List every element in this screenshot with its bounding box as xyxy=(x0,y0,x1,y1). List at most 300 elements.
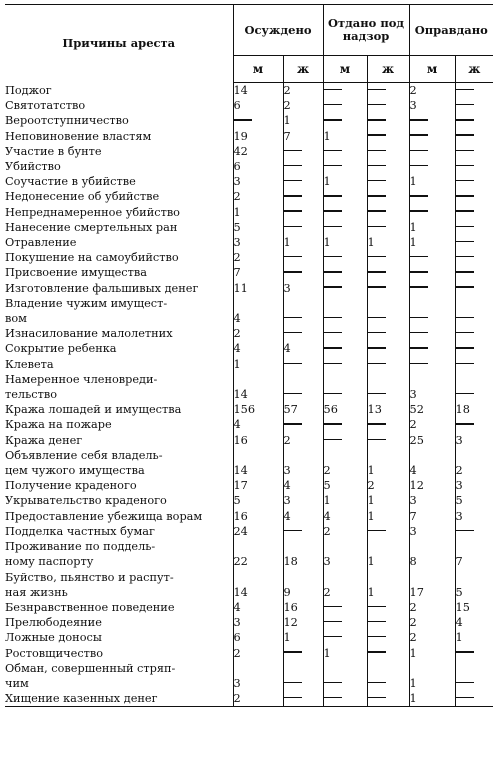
count-cell-acquitted-female xyxy=(455,417,493,432)
count-cell-acquitted-male: 3 xyxy=(409,372,455,402)
arrest-reason-cell: Объявление себя владель- цем чужого имущества xyxy=(5,448,163,478)
count-cell-acquitted-male xyxy=(409,159,455,174)
empty-value-dash xyxy=(368,180,386,181)
count-cell-convicted-female xyxy=(283,265,323,280)
count-cell-supervision-female xyxy=(367,661,409,691)
table-row xyxy=(5,630,493,645)
arrest-reason-cell: Присвоение имущества xyxy=(5,266,147,280)
empty-value-dash xyxy=(368,423,386,424)
count-cell-supervision-female xyxy=(367,433,409,448)
count-cell-convicted-male: 6 xyxy=(233,159,283,174)
count-cell-supervision-female xyxy=(367,281,409,296)
empty-value-dash xyxy=(410,317,428,318)
count-cell-acquitted-female xyxy=(455,296,493,326)
count-cell-acquitted-male xyxy=(409,250,455,265)
empty-value-dash xyxy=(368,134,386,135)
count-cell-supervision-male: 2 xyxy=(323,570,367,600)
arrest-reason-cell: Предоставление убежища ворам xyxy=(5,509,203,523)
count-cell-convicted-male: 22 xyxy=(233,539,283,569)
count-cell-convicted-male: 2 xyxy=(233,646,283,661)
empty-value-dash xyxy=(368,286,386,287)
arrest-reason-cell: Кража на пожаре xyxy=(5,418,112,432)
count-cell-acquitted-male: 3 xyxy=(409,98,455,113)
reason-column-header: Причины ареста xyxy=(62,36,176,51)
arrest-reason-cell: Неповиновение властям xyxy=(5,129,152,143)
count-cell-supervision-female: 1 xyxy=(367,509,409,524)
empty-value-dash xyxy=(456,195,474,196)
table-row xyxy=(5,600,493,615)
count-cell-acquitted-male: 1 xyxy=(409,220,455,235)
table-row xyxy=(5,83,493,99)
count-cell-convicted-female: 2 xyxy=(283,83,323,99)
count-cell-convicted-male xyxy=(233,113,283,128)
count-cell-supervision-male xyxy=(323,341,367,356)
empty-value-dash xyxy=(410,256,428,257)
empty-value-dash xyxy=(284,530,302,531)
table-row xyxy=(5,433,493,448)
empty-value-dash xyxy=(324,89,342,90)
count-cell-convicted-male: 4 xyxy=(233,341,283,356)
arrest-reason-cell: Кража денег xyxy=(5,433,83,447)
count-cell-convicted-male: 2 xyxy=(233,189,283,204)
count-cell-supervision-male xyxy=(323,630,367,645)
count-cell-supervision-male: 56 xyxy=(323,402,367,417)
count-cell-supervision-male: 2 xyxy=(323,448,367,478)
sex-header-female: ж xyxy=(283,56,323,83)
count-cell-acquitted-female: 7 xyxy=(455,539,493,569)
empty-value-dash xyxy=(456,286,474,287)
empty-value-dash xyxy=(284,317,302,318)
empty-value-dash xyxy=(324,165,342,166)
arrest-reason-cell: Изнасилование малолетних xyxy=(5,327,173,341)
table-row xyxy=(5,402,493,417)
count-cell-supervision-male xyxy=(323,144,367,159)
count-cell-convicted-female: 12 xyxy=(283,615,323,630)
empty-value-dash xyxy=(368,119,386,120)
sex-header-male: м xyxy=(409,56,455,83)
empty-value-dash xyxy=(324,150,342,151)
empty-value-dash xyxy=(324,195,342,196)
count-cell-acquitted-female xyxy=(455,372,493,402)
count-cell-supervision-male xyxy=(323,159,367,174)
count-cell-acquitted-male: 52 xyxy=(409,402,455,417)
table-row xyxy=(5,174,493,189)
count-cell-acquitted-female: 5 xyxy=(455,570,493,600)
count-cell-supervision-female xyxy=(367,357,409,372)
empty-value-dash xyxy=(410,195,428,196)
empty-value-dash xyxy=(284,180,302,181)
count-cell-supervision-male xyxy=(323,281,367,296)
count-cell-acquitted-male: 8 xyxy=(409,539,455,569)
table-row xyxy=(5,372,493,402)
count-cell-supervision-female xyxy=(367,220,409,235)
arrest-reason-cell: Ростовщичество xyxy=(5,646,104,660)
empty-value-dash xyxy=(368,697,386,698)
empty-value-dash xyxy=(410,150,428,151)
count-cell-acquitted-female: 18 xyxy=(455,402,493,417)
count-cell-acquitted-male xyxy=(409,129,455,144)
count-cell-acquitted-female xyxy=(455,159,493,174)
count-cell-supervision-male: 3 xyxy=(323,539,367,569)
count-cell-convicted-female xyxy=(283,524,323,539)
empty-value-dash xyxy=(324,439,342,440)
count-cell-acquitted-male: 1 xyxy=(409,661,455,691)
count-cell-convicted-female xyxy=(283,174,323,189)
empty-value-dash xyxy=(456,89,474,90)
count-cell-supervision-female xyxy=(367,174,409,189)
count-cell-acquitted-male xyxy=(409,326,455,341)
table-row xyxy=(5,661,493,691)
table-row xyxy=(5,570,493,600)
empty-value-dash xyxy=(324,423,342,424)
count-cell-supervision-male xyxy=(323,296,367,326)
count-cell-supervision-female: 1 xyxy=(367,539,409,569)
table-row xyxy=(5,524,493,539)
count-cell-supervision-female xyxy=(367,189,409,204)
count-cell-supervision-male xyxy=(323,220,367,235)
empty-value-dash xyxy=(368,195,386,196)
count-cell-supervision-male: 1 xyxy=(323,129,367,144)
table-row xyxy=(5,691,493,707)
empty-value-dash xyxy=(368,363,386,364)
empty-value-dash xyxy=(368,256,386,257)
count-cell-supervision-female xyxy=(367,524,409,539)
count-cell-acquitted-male: 1 xyxy=(409,646,455,661)
empty-value-dash xyxy=(410,134,428,135)
count-cell-acquitted-male xyxy=(409,113,455,128)
table-row xyxy=(5,220,493,235)
empty-value-dash xyxy=(456,393,474,394)
empty-value-dash xyxy=(284,165,302,166)
count-cell-acquitted-female: 15 xyxy=(455,600,493,615)
count-cell-supervision-female xyxy=(367,129,409,144)
table-row xyxy=(5,250,493,265)
count-cell-supervision-female xyxy=(367,250,409,265)
count-cell-convicted-male: 5 xyxy=(233,493,283,508)
count-cell-acquitted-male: 4 xyxy=(409,448,455,478)
empty-value-dash xyxy=(456,271,474,272)
count-cell-convicted-female xyxy=(283,357,323,372)
table-row xyxy=(5,493,493,508)
count-cell-convicted-female xyxy=(283,661,323,691)
count-cell-convicted-male: 4 xyxy=(233,296,283,326)
count-cell-convicted-male: 2 xyxy=(233,691,283,707)
empty-value-dash xyxy=(368,651,386,652)
empty-value-dash xyxy=(456,180,474,181)
count-cell-convicted-male: 14 xyxy=(233,372,283,402)
count-cell-acquitted-female xyxy=(455,189,493,204)
arrest-reason-cell: Непреднамеренное убийство xyxy=(5,205,180,219)
table-row xyxy=(5,205,493,220)
count-cell-convicted-female: 3 xyxy=(283,448,323,478)
table-header xyxy=(5,5,493,83)
count-cell-convicted-male: 1 xyxy=(233,205,283,220)
count-cell-supervision-female xyxy=(367,615,409,630)
table-row xyxy=(5,144,493,159)
count-cell-acquitted-male: 1 xyxy=(409,174,455,189)
count-cell-convicted-female xyxy=(283,691,323,707)
count-cell-acquitted-male: 2 xyxy=(409,83,455,99)
empty-value-dash xyxy=(324,606,342,607)
count-cell-convicted-female: 9 xyxy=(283,570,323,600)
empty-value-dash xyxy=(456,256,474,257)
count-cell-acquitted-male: 2 xyxy=(409,630,455,645)
count-cell-acquitted-female xyxy=(455,205,493,220)
count-cell-convicted-male: 3 xyxy=(233,661,283,691)
count-cell-convicted-female xyxy=(283,250,323,265)
count-cell-convicted-male: 11 xyxy=(233,281,283,296)
count-cell-convicted-male: 42 xyxy=(233,144,283,159)
empty-value-dash xyxy=(456,332,474,333)
count-cell-acquitted-male: 12 xyxy=(409,478,455,493)
count-cell-supervision-female: 2 xyxy=(367,478,409,493)
table-row xyxy=(5,478,493,493)
empty-value-dash xyxy=(284,195,302,196)
arrest-reason-cell: Получение краденого xyxy=(5,479,137,493)
count-cell-supervision-female: 13 xyxy=(367,402,409,417)
empty-value-dash xyxy=(284,682,302,683)
empty-value-dash xyxy=(368,150,386,151)
empty-value-dash xyxy=(284,256,302,257)
count-cell-convicted-female xyxy=(283,159,323,174)
arrest-reason-cell: Укрывательство краденого xyxy=(5,494,167,508)
count-cell-supervision-female xyxy=(367,144,409,159)
empty-value-dash xyxy=(284,210,302,211)
arrest-reason-cell: Клевета xyxy=(5,357,54,371)
count-cell-supervision-male xyxy=(323,326,367,341)
count-cell-acquitted-female xyxy=(455,341,493,356)
count-cell-supervision-male: 1 xyxy=(323,235,367,250)
count-cell-convicted-male: 1 xyxy=(233,357,283,372)
empty-value-dash xyxy=(456,119,474,120)
count-cell-acquitted-male: 3 xyxy=(409,493,455,508)
arrest-reason-cell: Покушение на самоубийство xyxy=(5,251,179,265)
count-cell-supervision-female xyxy=(367,205,409,220)
table-body xyxy=(5,83,493,707)
arrest-reason-cell: Недонесение об убийстве xyxy=(5,190,160,204)
empty-value-dash xyxy=(456,134,474,135)
empty-value-dash xyxy=(410,363,428,364)
empty-value-dash xyxy=(410,332,428,333)
count-cell-convicted-male: 24 xyxy=(233,524,283,539)
arrest-reason-cell: Буйство, пьянство и распут- ная жизнь xyxy=(5,570,174,599)
arrest-reason-cell: Намеренное членовреди- тельство xyxy=(5,372,158,402)
count-cell-supervision-female: 1 xyxy=(367,235,409,250)
table-row xyxy=(5,357,493,372)
count-cell-acquitted-female xyxy=(455,174,493,189)
empty-value-dash xyxy=(368,210,386,211)
count-cell-acquitted-female xyxy=(455,144,493,159)
count-cell-convicted-male: 14 xyxy=(233,448,283,478)
count-cell-acquitted-male xyxy=(409,357,455,372)
empty-value-dash xyxy=(368,332,386,333)
empty-value-dash xyxy=(284,651,302,652)
count-cell-convicted-female: 16 xyxy=(283,600,323,615)
empty-value-dash xyxy=(284,150,302,151)
table-row xyxy=(5,615,493,630)
table-row xyxy=(5,159,493,174)
count-cell-acquitted-male: 1 xyxy=(409,235,455,250)
count-cell-convicted-male: 5 xyxy=(233,220,283,235)
empty-value-dash xyxy=(324,271,342,272)
count-cell-supervision-male xyxy=(323,250,367,265)
count-cell-convicted-female xyxy=(283,144,323,159)
count-cell-supervision-female xyxy=(367,159,409,174)
table-row xyxy=(5,448,493,478)
sex-header-female: ж xyxy=(367,56,409,83)
count-cell-acquitted-male: 25 xyxy=(409,433,455,448)
empty-value-dash xyxy=(324,286,342,287)
empty-value-dash xyxy=(410,286,428,287)
empty-value-dash xyxy=(368,317,386,318)
count-cell-convicted-male: 156 xyxy=(233,402,283,417)
count-cell-convicted-female: 1 xyxy=(283,630,323,645)
empty-value-dash xyxy=(410,271,428,272)
arrest-reason-cell: Кража лошадей и имущества xyxy=(5,403,182,417)
empty-value-dash xyxy=(284,271,302,272)
arrest-reason-cell: Подделка частных бумаг xyxy=(5,524,155,538)
empty-value-dash xyxy=(324,317,342,318)
empty-value-dash xyxy=(284,423,302,424)
count-cell-convicted-female: 3 xyxy=(283,493,323,508)
count-cell-convicted-female: 57 xyxy=(283,402,323,417)
count-cell-acquitted-female xyxy=(455,357,493,372)
count-cell-acquitted-female: 1 xyxy=(455,630,493,645)
table-row xyxy=(5,129,493,144)
count-cell-acquitted-male xyxy=(409,144,455,159)
empty-value-dash xyxy=(368,89,386,90)
empty-value-dash xyxy=(456,165,474,166)
table-row xyxy=(5,189,493,204)
arrest-reason-cell: Нанесение смертельных ран xyxy=(5,220,178,234)
count-cell-supervision-male xyxy=(323,372,367,402)
count-cell-convicted-male: 3 xyxy=(233,174,283,189)
count-cell-supervision-male: 4 xyxy=(323,509,367,524)
empty-value-dash xyxy=(284,332,302,333)
arrest-reason-cell: Обман, совершенный стряп- чим xyxy=(5,661,176,690)
count-cell-supervision-male: 1 xyxy=(323,174,367,189)
count-cell-convicted-male: 3 xyxy=(233,615,283,630)
count-cell-supervision-female xyxy=(367,341,409,356)
count-cell-convicted-female: 3 xyxy=(283,281,323,296)
table-row xyxy=(5,265,493,280)
count-cell-supervision-female: 1 xyxy=(367,570,409,600)
count-cell-acquitted-female: 3 xyxy=(455,478,493,493)
count-cell-acquitted-female xyxy=(455,129,493,144)
table-row xyxy=(5,326,493,341)
count-cell-acquitted-female xyxy=(455,113,493,128)
empty-value-dash xyxy=(456,210,474,211)
count-cell-supervision-female xyxy=(367,98,409,113)
count-cell-acquitted-female xyxy=(455,83,493,99)
empty-value-dash xyxy=(456,682,474,683)
count-cell-acquitted-female xyxy=(455,98,493,113)
empty-value-dash xyxy=(324,256,342,257)
empty-value-dash xyxy=(368,530,386,531)
table-row xyxy=(5,417,493,432)
table-row xyxy=(5,509,493,524)
count-cell-convicted-female xyxy=(283,417,323,432)
empty-value-dash xyxy=(368,271,386,272)
count-cell-acquitted-male xyxy=(409,265,455,280)
count-cell-acquitted-male xyxy=(409,341,455,356)
empty-value-dash xyxy=(284,697,302,698)
arrest-statistics-table xyxy=(5,4,493,707)
empty-value-dash xyxy=(368,606,386,607)
empty-value-dash xyxy=(368,439,386,440)
table-row xyxy=(5,341,493,356)
empty-value-dash xyxy=(324,393,342,394)
empty-value-dash xyxy=(368,393,386,394)
count-cell-supervision-female: 1 xyxy=(367,493,409,508)
count-cell-supervision-female xyxy=(367,113,409,128)
count-cell-supervision-female xyxy=(367,691,409,707)
arrest-reason-cell: Отравление xyxy=(5,236,77,250)
sex-header-female: ж xyxy=(455,56,493,83)
count-cell-supervision-male xyxy=(323,98,367,113)
count-cell-acquitted-male: 1 xyxy=(409,691,455,707)
count-cell-convicted-male: 19 xyxy=(233,129,283,144)
arrest-reason-cell: Сокрытие ребенка xyxy=(5,342,117,356)
empty-value-dash xyxy=(456,317,474,318)
count-cell-acquitted-female xyxy=(455,235,493,250)
empty-value-dash xyxy=(368,621,386,622)
sex-header-male: м xyxy=(323,56,367,83)
count-cell-convicted-female: 4 xyxy=(283,478,323,493)
empty-value-dash xyxy=(324,682,342,683)
count-cell-convicted-female xyxy=(283,220,323,235)
count-cell-acquitted-female xyxy=(455,250,493,265)
count-cell-supervision-male xyxy=(323,265,367,280)
empty-value-dash xyxy=(324,226,342,227)
count-cell-supervision-male xyxy=(323,661,367,691)
count-cell-acquitted-male xyxy=(409,205,455,220)
empty-value-dash xyxy=(456,241,474,242)
count-cell-acquitted-female: 2 xyxy=(455,448,493,478)
empty-value-dash xyxy=(324,636,342,637)
count-cell-acquitted-female xyxy=(455,326,493,341)
empty-value-dash xyxy=(324,332,342,333)
table-row xyxy=(5,98,493,113)
count-cell-convicted-male: 6 xyxy=(233,98,283,113)
empty-value-dash xyxy=(456,347,474,348)
count-cell-supervision-male xyxy=(323,433,367,448)
arrest-reason-cell: Проживание по поддель- ному паспорту xyxy=(5,540,156,569)
empty-value-dash xyxy=(410,347,428,348)
count-cell-convicted-female: 18 xyxy=(283,539,323,569)
count-cell-supervision-male: 5 xyxy=(323,478,367,493)
count-cell-acquitted-male: 2 xyxy=(409,615,455,630)
count-cell-acquitted-female xyxy=(455,524,493,539)
count-cell-supervision-male xyxy=(323,615,367,630)
count-cell-convicted-female xyxy=(283,326,323,341)
empty-value-dash xyxy=(456,697,474,698)
count-cell-supervision-female xyxy=(367,265,409,280)
count-cell-supervision-male: 1 xyxy=(323,646,367,661)
arrest-reason-cell: Убийство xyxy=(5,160,61,174)
group-header-convicted: Осуждено xyxy=(233,5,323,56)
empty-value-dash xyxy=(368,347,386,348)
empty-value-dash xyxy=(324,363,342,364)
count-cell-supervision-female xyxy=(367,417,409,432)
arrest-reason-cell: Владение чужим имущест- вом xyxy=(5,296,168,326)
count-cell-convicted-male: 4 xyxy=(233,600,283,615)
count-cell-supervision-male xyxy=(323,83,367,99)
count-cell-supervision-male: 2 xyxy=(323,524,367,539)
count-cell-supervision-male: 1 xyxy=(323,493,367,508)
empty-value-dash xyxy=(368,104,386,105)
empty-value-dash xyxy=(284,393,302,394)
